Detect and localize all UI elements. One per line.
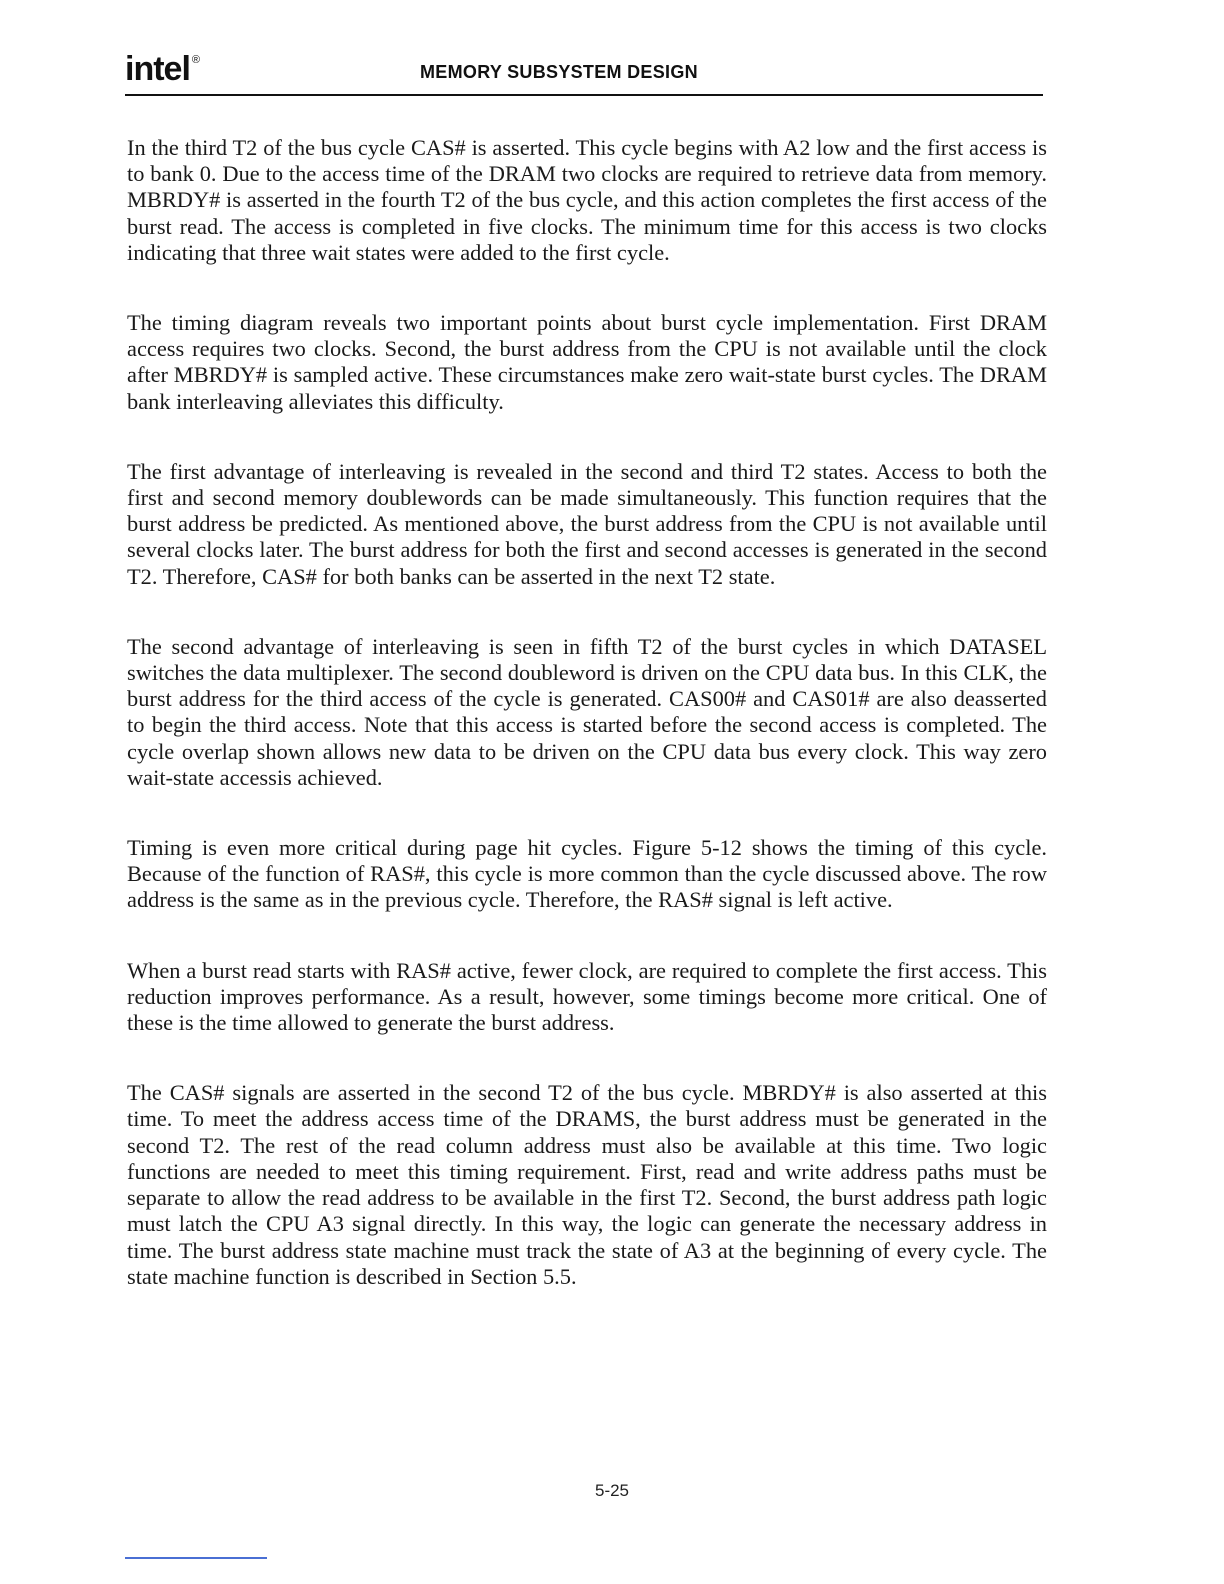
paragraph-4: The second advantage of interleaving is seen in fifth T2 of the burst cycles in which DATASEL switches the data multiplexer. The second doubleword is driven on the CPU data bus. In this CLK, the burst address for the third access of the cycle is generated. CAS00# and CAS01# are also deasserted to begin the third access. Note that this access is started before the second access is completed. The cycle overlap shown allows new data to be driven on the CPU data bus every clock. This way zero wait-state accessis achieved. (127, 633, 1047, 790)
intel-logo (125, 50, 200, 89)
paragraph-2: The timing diagram reveals two important points about burst cycle implementation. First DRAM access requires two clocks. Second, the burst address from the CPU is not available until the clock after MBRDY# is sampled active. These circumstances make zero wait-state burst cycles. The DRAM bank interleaving alleviates this difficulty. (127, 310, 1047, 414)
logo-text: intel (125, 50, 190, 88)
paragraph-1: In the third T2 of the bus cycle CAS# is asserted. This cycle begins with A2 low and the first access is to bank 0. Due to the access time of the DRAM two clocks are required to retrieve data from memory. MBRDY# is asserted in the fourth T2 of the bus cycle, and this action completes the first access of the burst read. The access is completed in five clocks. The minimum time for this access is two clocks indicating that three wait states were added to the first cycle. (127, 135, 1047, 265)
paragraph-7: The CAS# signals are asserted in the second T2 of the bus cycle. MBRDY# is also asserted at this time. To meet the address access time of the DRAMS, the burst address must be generated in the second T2. The rest of the read column address must also be available at this time. Two logic functions are needed to meet this timing requirement. First, read and write address paths must be separate to allow the read address to be available in the first T2. Second, the burst address path logic must latch the CPU A3 signal directly. In this way, the logic can generate the necessary address in time. The burst address state machine must track the state of A3 at the beginning of every cycle. The state machine function is described in Section 5.5. (127, 1080, 1047, 1289)
paragraph-3: The first advantage of interleaving is revealed in the second and third T2 states. Access to both the first and second memory doublewords can be made simultaneously. This function requires that the burst address be predicted. As mentioned above, the burst address from the CPU is not available until several clocks later. The burst address for both the first and second accesses is generated in the second T2. Therefore, CAS# for both banks can be asserted in the next T2 state. (127, 458, 1047, 589)
header-divider (125, 94, 1043, 96)
body-text (127, 135, 1047, 1334)
footer-divider (125, 1557, 267, 1559)
page-header-title: MEMORY SUBSYSTEM DESIGN (420, 62, 698, 82)
registered-mark: ® (191, 54, 200, 66)
page-number: 5-25 (594, 1481, 630, 1500)
paragraph-6: When a burst read starts with RAS# active, fewer clock, are required to complete the first access. This reduction improves performance. As a result, however, some timings become more critical. One of these is the time allowed to generate the burst address. (127, 957, 1047, 1036)
paragraph-5: Timing is even more critical during page hit cycles. Figure 5-12 shows the timing of this cycle. Because of the function of RAS#, this cycle is more common than the cycle discussed above. The row address is the same as in the previous cycle. Therefore, the RAS# signal is left active. (127, 835, 1047, 913)
